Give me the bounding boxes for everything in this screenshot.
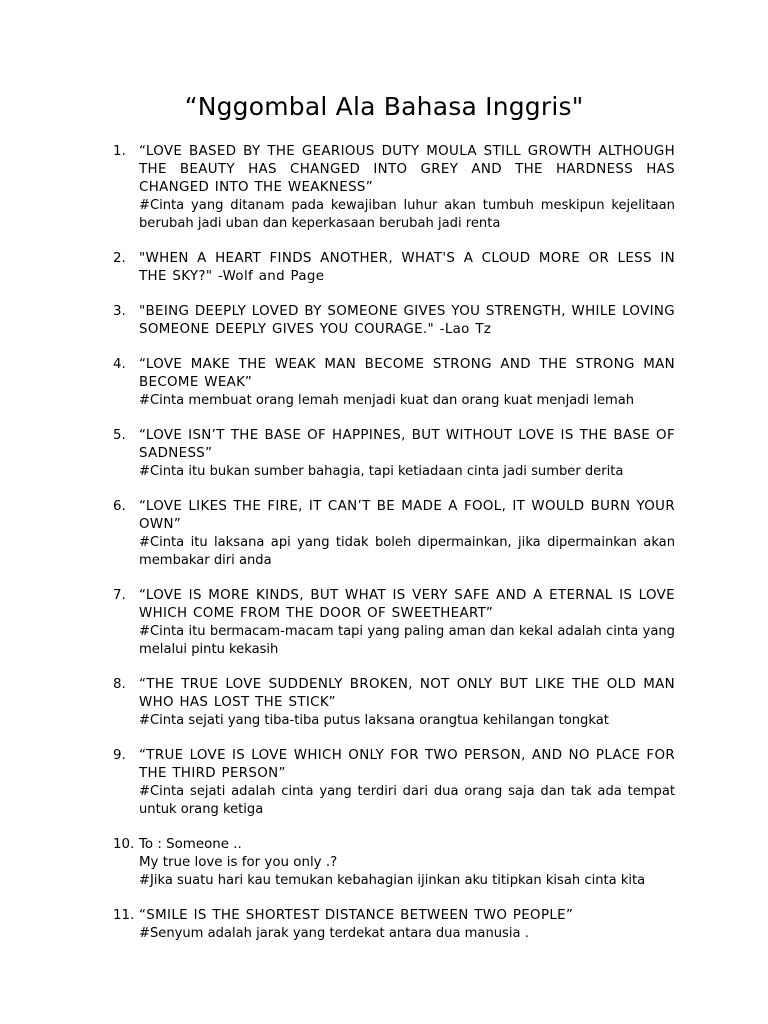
list-item — [0, 143, 768, 233]
item-body — [139, 907, 675, 943]
item-body — [139, 587, 675, 659]
list-item — [0, 498, 768, 570]
translation-text: #Cinta itu laksana api yang tidak boleh dipermainkan, jika dipermainkan akan membakar diri anda — [139, 535, 675, 568]
message-line: To : Someone .. — [139, 837, 242, 852]
translation-text: #Jika suatu hari kau temukan kebahagian ijinkan aku titipkan kisah cinta kita — [139, 873, 646, 888]
item-body — [139, 356, 675, 410]
list-item — [0, 250, 768, 286]
item-body — [139, 427, 675, 481]
quote-text: “LOVE IS MORE KINDS, BUT WHAT IS VERY SAFE AND A ETERNAL IS LOVE WHICH COME FROM THE DOOR OF SWEETHEART” — [139, 588, 675, 621]
quote-text: “LOVE BASED BY THE GEARIOUS DUTY MOULA STILL GROWTH ALTHOUGH THE BEAUTY HAS CHANGED INTO GREY AND THE HARDNESS HAS CHANGED INTO THE WEAKNESS” — [139, 144, 675, 195]
item-body — [139, 143, 675, 233]
item-body — [139, 250, 675, 286]
item-number: 11. — [113, 908, 135, 923]
document-title: “Nggombal Ala Bahasa Inggris" — [184, 92, 584, 121]
translation-text: #Cinta sejati yang tiba-tiba putus laksana orangtua kehilangan tongkat — [139, 713, 609, 728]
item-body — [139, 676, 675, 730]
item-number: 8. — [113, 677, 126, 692]
quote-text: “SMILE IS THE SHORTEST DISTANCE BETWEEN TWO PEOPLE” — [139, 908, 574, 923]
item-body — [139, 836, 675, 890]
message-line: My true love is for you only .? — [139, 855, 338, 870]
item-number: 6. — [113, 499, 126, 514]
item-number: 1. — [113, 144, 126, 159]
item-number: 10. — [113, 837, 135, 852]
quote-text: “LOVE ISN’T THE BASE OF HAPPINES, BUT WITHOUT LOVE IS THE BASE OF SADNESS” — [139, 428, 675, 461]
quote-text: “LOVE LIKES THE FIRE, IT CAN’T BE MADE A FOOL, IT WOULD BURN YOUR OWN” — [139, 499, 675, 532]
translation-text: #Cinta membuat orang lemah menjadi kuat dan orang kuat menjadi lemah — [139, 393, 635, 408]
list-item — [0, 836, 768, 890]
list-item — [0, 303, 768, 339]
list-item — [0, 587, 768, 659]
quote-list — [0, 143, 768, 960]
quote-text: “LOVE MAKE THE WEAK MAN BECOME STRONG AND THE STRONG MAN BECOME WEAK” — [139, 357, 675, 390]
list-item — [0, 427, 768, 481]
list-item — [0, 747, 768, 819]
item-body — [139, 303, 675, 339]
list-item — [0, 676, 768, 730]
item-number: 4. — [113, 357, 126, 372]
list-item — [0, 356, 768, 410]
item-number: 5. — [113, 428, 126, 443]
quote-text: “TRUE LOVE IS LOVE WHICH ONLY FOR TWO PERSON, AND NO PLACE FOR THE THIRD PERSON” — [139, 748, 675, 781]
item-body — [139, 498, 675, 570]
translation-text: #Cinta itu bermacam-macam tapi yang paling aman dan kekal adalah cinta yang melalui pintu kekasih — [139, 624, 675, 657]
quote-text: “THE TRUE LOVE SUDDENLY BROKEN, NOT ONLY BUT LIKE THE OLD MAN WHO HAS LOST THE STICK” — [139, 677, 675, 710]
quote-text: "BEING DEEPLY LOVED BY SOMEONE GIVES YOU STRENGTH, WHILE LOVING SOMEONE DEEPLY GIVES YOU COURAGE." -Lao Tz — [139, 304, 675, 337]
item-number: 2. — [113, 251, 126, 266]
translation-text: #Cinta yang ditanam pada kewajiban luhur akan tumbuh meskipun kejelitaan berubah jadi uban dan keperkasaan berubah jadi renta — [139, 198, 675, 231]
item-body — [139, 747, 675, 819]
item-number: 9. — [113, 748, 126, 763]
quote-text: "WHEN A HEART FINDS ANOTHER, WHAT'S A CLOUD MORE OR LESS IN THE SKY?" -Wolf and Page — [139, 251, 675, 284]
list-item — [0, 907, 768, 943]
translation-text: #Cinta itu bukan sumber bahagia, tapi ketiadaan cinta jadi sumber derita — [139, 464, 624, 479]
translation-text: #Cinta sejati adalah cinta yang terdiri dari dua orang saja dan tak ada tempat untuk orang ketiga — [139, 784, 675, 817]
item-number: 7. — [113, 588, 126, 603]
item-number: 3. — [113, 304, 126, 319]
translation-text: #Senyum adalah jarak yang terdekat antara dua manusia . — [139, 926, 529, 941]
